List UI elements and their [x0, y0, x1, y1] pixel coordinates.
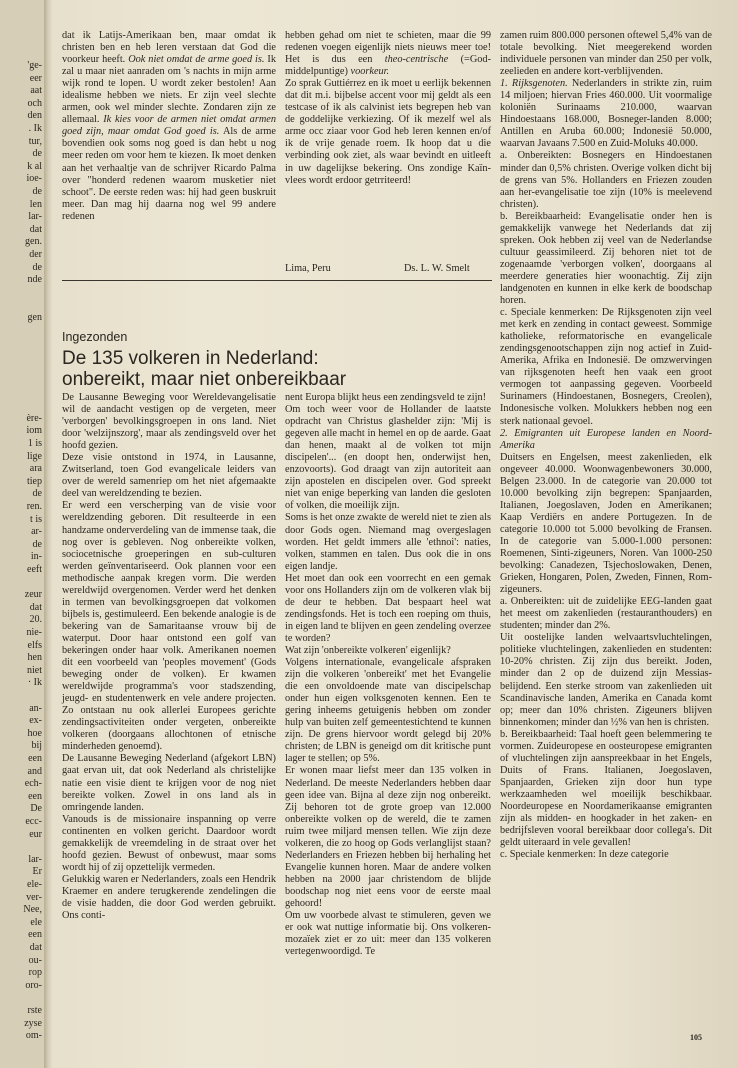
left-margin-fragment: niet: [27, 664, 42, 676]
body-col3-para: Duitsers en Engelsen, meest zakenlieden, elk ongeveer 40.000. Woonwagenbewoners 30.000, Belgen 23.000. In de categorie van 20.000 tot 10.000 bevolking zijn begrepen: Spanjaarden, Italianen, Joegoslaven, Joden en Amerikanen; Kaap Verdiërs en andere Portugezen. In de categorie 10.000 tot 5.000 bevolking de Fransen. In de categorie van 5.000-1.000 personen: Roemenen, Sinti-zigeuners, Noren. Van 1000-250 bevolking: Canadezen, Tsjechoslowaken, Denen, Grieken, Hongaren, Polen, Zweden, Finnen, Rom-zigeuners.: [500, 451, 712, 596]
heading-title-line1: De 135 volkeren in Nederland:: [62, 348, 319, 369]
left-margin-fragment: gen.: [25, 236, 42, 248]
left-margin-fragment: ele: [30, 916, 42, 928]
left-margin-fragment: de: [32, 488, 42, 500]
body-col2-para: nent Europa blijkt heus een zendingsveld te zijn!: [285, 392, 487, 403]
left-margin-fragment: ren.: [26, 501, 42, 512]
left-margin-fragment: and: [27, 765, 42, 777]
left-margin-fragment: de: [32, 261, 42, 273]
left-margin-fragment: oro-: [25, 979, 42, 991]
left-margin-fragment: bij: [31, 740, 42, 752]
left-margin-fragment: dat: [29, 942, 42, 953]
left-margin-fragment: lar-: [28, 853, 42, 865]
left-margin-fragment: rop: [28, 967, 42, 979]
left-margin-fragment: eer: [29, 72, 42, 84]
left-margin-fragment: rste: [27, 1005, 42, 1016]
page-number: 105: [690, 1033, 702, 1042]
left-margin-fragment: ou-: [28, 954, 42, 966]
body-col2-para: Er wonen maar liefst meer dan 135 volken in Nederland. De meeste Nederlanders hebben daar geen idee van. Bijna al deze zijn nog onbereikt. Zij behoren tot de grote groep van 12.000 onbereikte volken op de wereld, die te zamen ruim twee miljard mensen tellen. Wie zijn deze volkeren, die zo hoog op Gods verlanglijst staan? Nederlanders en Friezen hebben bij herhaling het Evangelie kunnen horen. Maar de andere volken hebben na 2000 jaar christendom de blijde boodschap nog niet eens voor de eerste maal gehoord!: [285, 765, 491, 909]
left-margin-fragment: hen: [27, 652, 42, 664]
left-margin-fragment: lar-: [28, 211, 42, 223]
left-margin-fragment: in-: [30, 551, 42, 563]
left-margin-fragment: len: [29, 198, 42, 210]
left-margin-fragment: t is: [30, 513, 42, 525]
left-margin-fragment: den: [27, 110, 42, 122]
left-margin-fragment: ecc-: [25, 816, 42, 827]
left-margin-fragment: De: [30, 803, 42, 815]
body-col1-para: Er werd een verscherping van de visie voor wereldzending geboren. Dit resulteerde in een handzame onderverdeling van de immense taak, die nog over is gebleven. Nog onbereikte volken, sociocetnische groeperingen en sub-culturen werden geïnventariseerd. Ook plannen voor een methodische aanpak kregen vorm. Die werden wereldwijd overgenomen. Verder werd het denken in termen van bevolkingsgroepen dat volkomen bijbels is, gestimuleerd. Een bekende analogie is de bekering van de Samaritaanse vrouw bij de waterput. Door haar ontstond een golf van bekeringen onder haar volk. Amerikanen noemen dit een voorbeeld van 'peoples movement' (Gods beweging onder de volken). Er kwamen wereldwijde programma's voor stadszending, jeugd- en studentenwerk en vele andere projecten. Zo ontstaan nu ook allerlei Europees gerichte zendingsactiviteiten onder vergeten, onbereikte volkeren (doorgaans allochtonen of etnische minderheden genoemd).: [62, 500, 276, 753]
body-col3-para: a. Onbereikten: Bosnegers en Hindoestanen minder dan 0,5% christen. Overige volken dicht bij de grens van 5%. Hollanders en Friezen zouden aan her-evangelisatie toe zijn (10% is meelevend christen).: [500, 150, 712, 210]
body-col1-para: De Lausanne Beweging voor Wereldevangelisatie wil de aandacht vestigen op de vergeten, meer 'verborgen' bevolkingsgroepen in ons land. Niet door 'welzijnszorg', maar als zendingsveld over het hoofd gezien.: [62, 392, 276, 452]
body-col3-para: 1. Rijksgenoten. Nederlanders in strikte zin, ruim 14 miljoen; hiervan Fries 460.000. Uit voormalige koloniën Surinaams 210.000, waarvan Hindoestaans 168.000, Bosneger-landen 8.000; Antillen en Aruba 60.000; Indonesië 50.000, waarvan Javaans 7.500 en Zuid-Moluks 40.000.: [500, 78, 712, 150]
left-margin-fragment: och: [27, 97, 42, 109]
left-margin-fragment: ara: [29, 463, 42, 475]
left-margin-fragment: ver-: [26, 891, 42, 903]
left-page-margin-fragments: [0, 0, 44, 1068]
separator-rule: [62, 280, 492, 281]
left-margin-fragment: 20.: [29, 614, 42, 626]
left-margin-fragment: nie-: [26, 627, 42, 638]
left-margin-fragment: ele-: [27, 879, 42, 890]
left-margin-fragment: ex-: [29, 715, 42, 727]
body-col3-subheading: 2. Emigranten uit Europese landen en Noord-Amerika: [500, 427, 712, 451]
left-margin-fragment: gen: [27, 312, 42, 323]
left-margin-fragment: tiep: [27, 475, 42, 487]
body-col1-para: Vanouds is de missionaire inspanning op verre continenten en volken gericht. Daardoor wordt gemakkelijk de vreemdeling in de straat over het hoofd gezien. Bewust of onbewust, maar soms wordt hij of zij opzettelijk vermeden.: [62, 813, 276, 873]
body-col1-para: Gelukkig waren er Nederlanders, zoals een Hendrik Kraemer en andere terugkerende zendelingen die de visie hadden, die door God werden gebruikt. Ons conti-: [62, 873, 276, 922]
left-margin-fragment: lige: [27, 450, 42, 462]
left-margin-fragment: de: [32, 148, 42, 160]
body-col2-para: Wat zijn 'onbereikte volkeren' eigenlijk?: [285, 644, 451, 656]
left-margin-fragment: k al: [27, 160, 42, 172]
heading-kicker: Ingezonden: [62, 330, 128, 344]
body-col2-para: Soms is het onze zwakte de wereld niet te zien als door Gods ogen. Niemand mag overgeslagen worden. Het geldt immers alle 'ethnoi': naties, volken, stammen en talen. Dus ook die in ons eigen landje.: [285, 512, 491, 572]
top-col1-text: dat ik Latijs-Amerikaan ben, maar omdat ik christen ben en heb leren verstaan dat God die voorkeur heeft. Ook niet omdat de arme goed is. Ik zal u maar niet aanraden om 's nachts in mijn arme wijk rond te lopen. U wordt zeker bestolen! Aan idealisme hebben we niets. Er zijn veel slechte armen, ook wel minder slechte. Zondaren zijn ze allemaal. Ik kies voor de armen niet omdat armen goed zijn, maar omdat God goed is. Als de arme bovendien ook soms nog goed is dan hebt u nog meer reden om voor hem te kiezen. Ik moet denken aan het verhaaltje van de schrijver Ricardo Palma over "honderd redenen waarom musketier niet schoot". De eerste reden was: hij had geen buskruit meer. Dan mag hij daarna nog wel 99 andere redenen: [62, 30, 277, 222]
left-margin-fragment: elfs: [27, 639, 42, 651]
left-margin-fragment: . Ik: [28, 123, 42, 134]
body-column-3: [500, 30, 712, 861]
body-column-2: [285, 392, 491, 958]
left-margin-fragment: een: [28, 790, 42, 802]
left-margin-fragment: zeur: [24, 589, 42, 601]
heading-title-line2: onbereikt, maar niet onbereikbaar: [62, 369, 347, 390]
left-margin-fragment: de: [32, 186, 42, 197]
page-fold-shadow: [44, 0, 52, 1068]
left-margin-fragment: tur,: [28, 135, 42, 147]
left-margin-fragment: hoe: [27, 727, 42, 739]
left-margin-fragment: nde: [27, 274, 42, 286]
left-margin-fragment: eeft: [27, 564, 42, 575]
signature-author: Ds. L. W. Smelt: [404, 263, 470, 274]
left-margin-fragment: eur: [29, 828, 42, 840]
left-margin-fragment: een: [28, 753, 42, 764]
signature-place: Lima, Peru: [285, 263, 331, 274]
body-col3-para: a. Onbereikten: uit de zuidelijke EEG-landen gaat het meest om zakenlieden (restauranthouders) en studenten; minder dan 2%.: [500, 596, 712, 632]
body-col3-para: b. Bereikbaarheid: Taal hoeft geen belemmering te vormen. Zuideuropese en oosteuropese emigranten of vluchtelingen zijn aanspreekbaar in het Engels, Duits of Frans. Italianen, Joegoslaven, Spanjaarden, Grieken zijn door hun type werkzaamheden wel moeilijk beschikbaar. Noordeuropese en Noordamerikaanse emigranten zijn als midden- en hoogkader in het zaken- en bedrijfsleven vooral bereikbaar door collega's. Dit geldt uiteraard in vele gevallen!: [500, 728, 712, 849]
left-margin-fragment: zyse: [24, 1017, 42, 1029]
left-margin-fragment: · Ik: [27, 677, 42, 689]
body-col2-para: Volgens internationale, evangelicale afspraken zijn die volkeren 'onbereikt' met het Evangelie die een onvoldoende mate van discipelschap onder hun eigen volksgenoten kennen. Een te gering inheems getuigenis hebben om zonder hulp van buiten zelf gemeentestichtend te kunnen zijn. De grens hiervoor wordt gelegd bij 20% christen; de LBN is geneigd om dit kritische punt lager te stellen; op 5%.: [285, 657, 491, 765]
left-margin-fragment: Nee,: [23, 904, 42, 916]
body-col1-para: Deze visie ontstond in 1974, in Lausanne, Zwitserland, toen God evangelicale leiders van over de wereld samenriep om het niet afgemaakte deel van wereldzending te bezien.: [62, 452, 276, 500]
body-col2-para: Om toch weer voor de Hollander de laatste opdracht van Christus glashelder zijn: 'Mij is gegeven alle macht in hemel en op de aarde. Gaat dan henen, maakt al de volken tot mijn discipelen'... (en doopt hen, onderwijst hen, enzovoorts). God draagt van zijn autoriteit aan zijn apostelen en discipelen over. God spreekt niet van enige beperking van landen die gesloten of volken, die moeilijk zijn.: [285, 404, 491, 512]
body-col2-para: Om uw voorbede alvast te stimuleren, geven we er ook wat nuttige informatie bij. Ons volkeren-mozaïek ziet er zo uit: meer dan 135 volkeren vertegenwoordigd. Te: [285, 910, 491, 958]
left-margin-fragment: ar-: [31, 526, 42, 538]
top-column-2: [285, 30, 491, 187]
left-margin-fragment: de: [32, 538, 42, 550]
body-column-1: [62, 392, 276, 922]
left-margin-fragment: Er: [32, 866, 42, 878]
body-col1-para: De Lausanne Beweging Nederland (afgekort LBN) gaat ervan uit, dat ook Nederland als christelijke natie een visie dient te krijgen voor de nog niet bereikte volken. Zowel in ons land als in omringende landen.: [62, 753, 276, 813]
left-margin-fragment: een: [28, 929, 42, 941]
top-column-1: [62, 30, 276, 223]
article-heading: [62, 330, 502, 390]
left-margin-fragment: dat: [29, 601, 42, 613]
body-col3-para: c. Speciale kenmerken: In deze categorie: [500, 849, 669, 861]
body-col3-para: zamen ruim 800.000 personen oftewel 5,4% van de totale bevolking. Niet meegerekend worden individuele personen van minder dan 250 per volk, zeelieden en andere kort-verblijvenden.: [500, 30, 712, 78]
body-col3-para: b. Bereikbaarheid: Evangelisatie onder hen is gemakkelijk vanwege het Nederlands dat zij spreken. Ook hebben zij veel van de Nederlandse cultuur geassimileerd. Zij behoren niet tot de zogenaamde 'verborgen volken', doorgaans al meerdere generaties hier woonachtig. Zij zijn landgenoten en kunnen in elke kerk de boodschap horen.: [500, 210, 712, 307]
top-col2-text: hebben gehad om niet te schieten, maar die 99 redenen voegen eigenlijk niets nieuws meer toe! Het is dus een theo-centrische (=God-middelpuntige) voorkeur. Zo sprak Guttiérrez en ik moet u eerlijk bekennen dat dit m.i. bijbelse accent voor mij geldt als een testcase of ik als calvinist iets begrepen heb van de goddelijke verkiezing. Of ik mezelf wel als arme occ ziaar voor God heb leren kennen en/of ik de vrije genade roem. Ik hoop dat u die verbinding ook ziet, als waar bevindt en uitleeft in uw dagelijkse bekering. Ons zondige Kaïn-vlees wordt erdoor getrriteerd!: [285, 30, 491, 186]
body-col3-para: Uit oostelijke landen welvaartsvluchtelingen, politieke vluchtelingen, zakenlieden en studenten: 10-20% christen. Zij zijn dus bereikt. Joden, minder dan 2 op de duizend zijn Messias-belijdend. Een sterke stroom van zakenlieden uit Scandinavische landen, Amerika en Canada komt op; meer dan 10% christen. Zigeuners blijven binnenkomen; minder dan ½% van hen is christen.: [500, 632, 712, 728]
left-margin-fragment: an-: [29, 702, 42, 714]
left-margin-fragment: ioe-: [26, 173, 42, 185]
left-margin-fragment: 'ge-: [27, 60, 42, 71]
left-margin-fragment: ère-: [26, 412, 42, 424]
left-margin-fragment: om-: [25, 1030, 42, 1042]
left-margin-fragment: der: [29, 249, 42, 260]
left-margin-fragment: aat: [30, 85, 42, 97]
left-margin-fragment: 1 is: [27, 438, 42, 449]
body-col3-para: c. Speciale kenmerken: De Rijksgenoten zijn veel met kerk en zending in contact geweest. Sommige katholieke, reformatorische en evangelicale zendingsgenootschappen zijn nog actief in Zuid-Amerika, Afrika en Indonesië. De omzwervingen van rijksgenoten heeft hen vaak een groot vermogen tot aanpassing gegeven. Voorbeeld Surinamers (Hindoestanen, Bosnegers, Creolen), Indonesische volken. Molukkers hebben nog een sterk nationaal gevoel.: [500, 307, 712, 427]
body-col2-para: Het moet dan ook een voorrecht en een gemak voor ons Hollanders zijn om de volkeren vlak bij de deur te hebben. Dat bespaart heel wat zendingsfonds. Het is toch een roeping om thuis, in eigen land te blijven en geen zendeling overzee te worden?: [285, 572, 491, 644]
left-margin-fragment: dat: [29, 223, 42, 235]
left-margin-fragment: ech-: [24, 778, 42, 790]
left-margin-fragment: iom: [26, 425, 42, 437]
